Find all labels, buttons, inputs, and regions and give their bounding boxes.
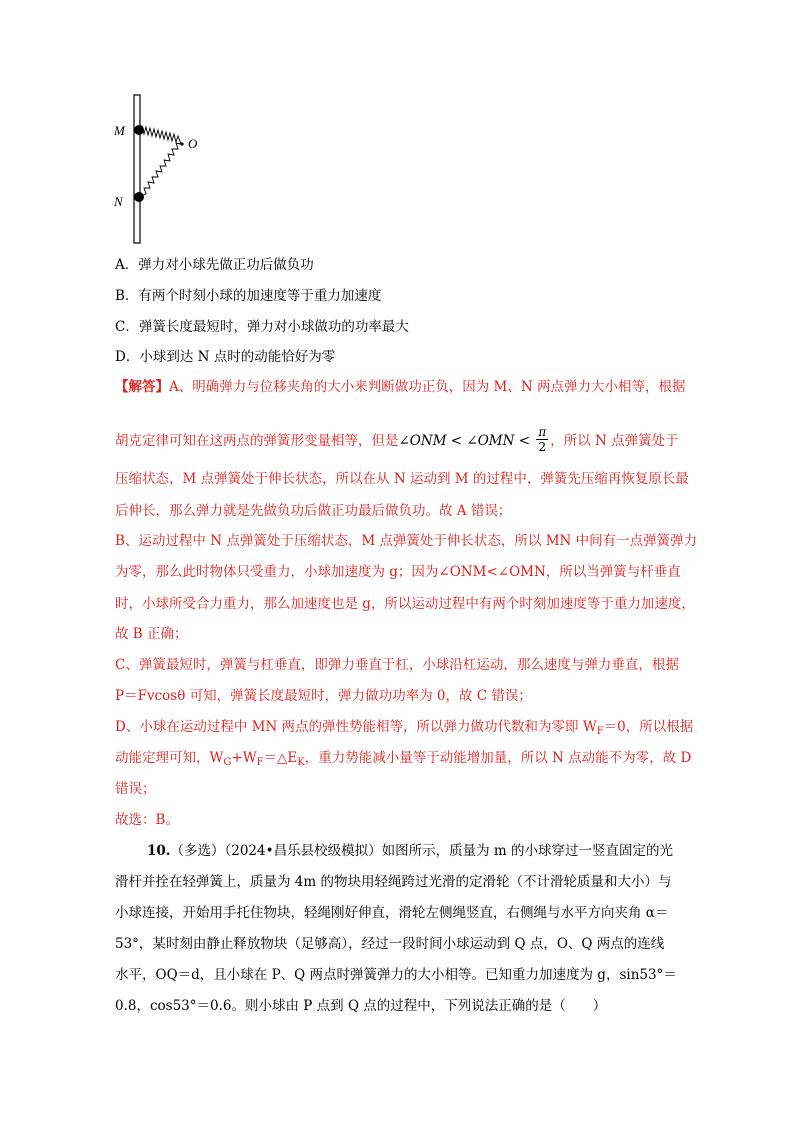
answer-line-2: 胡克定律可知在这两点的弹簧形变量相等，但是∠ONM < ∠OMN < $\frac{\pi}{2}$ ，所以 N 点弹簧处于 xyxy=(115,425,679,454)
label-o: O xyxy=(188,136,198,151)
answer-line-10: P＝Fvcosθ 可知，弹簧长度最短时，弹力做功功率为 0，故 C 错误； xyxy=(115,688,532,704)
option-b: B．有两个时刻小球的加速度等于重力加速度 xyxy=(115,288,382,304)
pi-over-2-fraction: $\frac{\pi}{2}$ xyxy=(538,425,547,454)
question-number: 10. xyxy=(147,843,171,859)
answer-line-9: C、弹簧最短时，弹簧与杠垂直，即弹力垂直于杠，小球沿杠运动，那么速度与弹力垂直，根据 xyxy=(115,657,679,673)
answer-line-5: B、运动过程中 N 点弹簧处于压缩状态，M 点弹簧处于伸长状态，所以 MN 中间有一点弹簧弹力 xyxy=(115,533,698,549)
answer-line-11: D、小球在运动过程中 MN 两点的弹性势能相等，所以弹力做功代数和为零即 $W_F=0$，所以根据 xyxy=(115,719,694,737)
question-10-line-5: 水平，OQ＝d，且小球在 P、Q 两点时弹簧弹力的大小相等。已知重力加速度为 g，sin53°＝ xyxy=(115,967,677,983)
answer-line-1: 【解答】A、明确弹力与位移夹角的大小来判断做功正负，因为 M、N 两点弹力大小相等，根据 xyxy=(115,379,686,395)
label-n: N xyxy=(114,194,123,209)
answer-line-7: 时，小球所受合力重力，那么加速度也是 g，所以运动过程中有两个时刻加速度等于重力加速度， xyxy=(115,596,695,612)
answer-line-13: 错误； xyxy=(115,781,156,797)
answer-line-12: 动能定理可知，$W_G+W_F=\triangle E_K$，重力势能减小量等于动能增加量，所以 N 点动能不为零，故 D xyxy=(115,750,692,768)
question-10-line-4: 53°，某时刻由静止释放物块（足够高），经过一段时间小球运动到 Q 点，O、Q 两点的连线 xyxy=(115,936,665,952)
vertical-rod xyxy=(134,95,140,243)
point-o xyxy=(180,142,183,145)
answer-line-8: 故 B 正确； xyxy=(115,626,188,642)
question-10-line-3: 小球连接，开始用手托住物块，轻绳刚好伸直，滑轮左侧绳竖直，右侧绳与水平方向夹角 α＝ xyxy=(115,905,669,921)
answer-line-6: 为零，那么此时物体只受重力，小球加速度为 g；因为∠ONM<∠OMN，所以当弹簧与杆垂直 xyxy=(115,564,681,580)
question-10-line-2: 滑杆并拴在轻弹簧上，质量为 4m 的物块用轻绳跨过光滑的定滑轮（不计滑轮质量和大小）与 xyxy=(115,874,672,890)
option-c: C．弹簧长度最短时，弹力对小球做功的功率最大 xyxy=(115,319,409,335)
question-10-line-1: 10.（多选）（2024•昌乐县校级模拟）如图所示，质量为 m 的小球穿过一竖直固定的光 xyxy=(147,843,673,859)
option-a: A．弹力对小球先做正功后做负功 xyxy=(115,257,314,273)
answer-line-4: 后伸长，那么弹力就是先做负功后做正功最后做负功。故 A 错误； xyxy=(115,503,512,519)
spring-o-n xyxy=(140,143,181,196)
label-m: M xyxy=(114,123,125,138)
answer-tag: 【解答】 xyxy=(115,379,169,395)
spring-rod-figure xyxy=(100,92,220,247)
answer-line-14: 故选：B。 xyxy=(115,812,179,828)
ball-n xyxy=(134,192,144,202)
option-d: D．小球到达 N 点时的动能恰好为零 xyxy=(115,349,336,365)
answer-line-3: 压缩状态，M 点弹簧处于伸长状态，所以在从 N 运动到 M 的过程中，弹簧先压缩再恢复原长最 xyxy=(115,471,689,487)
ball-m xyxy=(134,125,144,135)
question-10-line-6: 0.8，cos53°＝0.6。则小球由 P 点到 Q 点的过程中，下列说法正确的是（ ） xyxy=(115,998,607,1014)
spring-m-o xyxy=(139,126,181,144)
